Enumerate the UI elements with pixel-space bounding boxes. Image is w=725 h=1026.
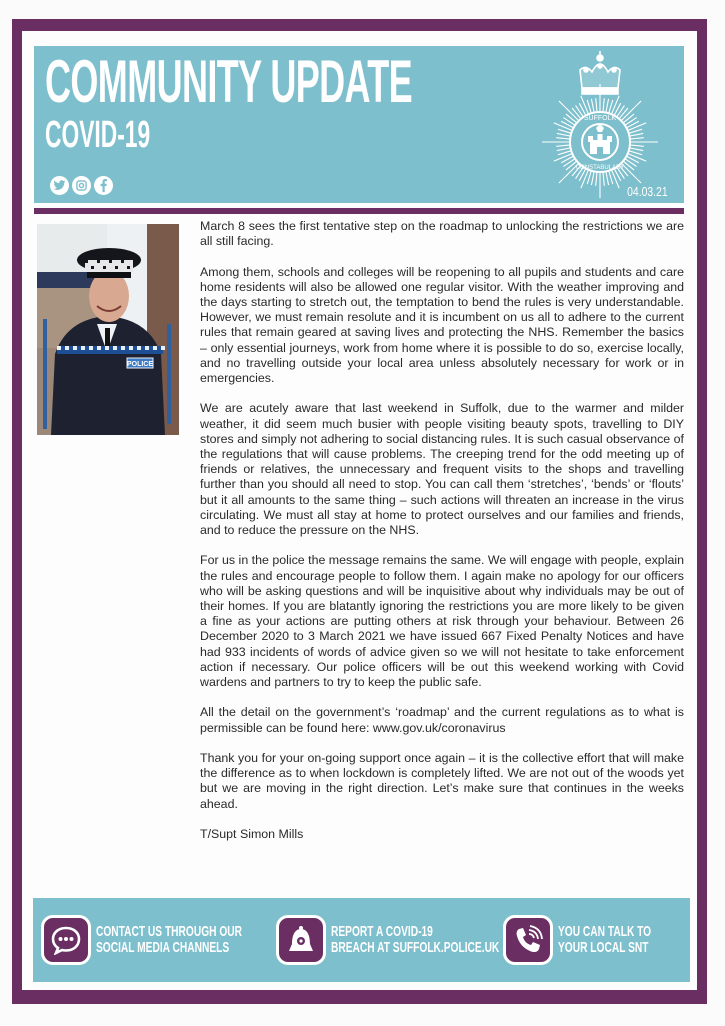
footer-label: REPORT A COVID-19 BREACH AT SUFFOLK.POLICE.UK xyxy=(331,923,500,956)
phone-icon xyxy=(503,915,553,965)
article-paragraph: All the detail on the government’s ‘roadmap’ and the current regulations as to what is permissible can be found here: www.gov.uk/coronavirus xyxy=(200,705,684,735)
footer-banner xyxy=(33,898,690,982)
social-links xyxy=(50,176,113,195)
article-paragraph: For us in the police the message remains the same. We will engage with people, explain the rules and encourage people to follow them. I again make no apology for our officers who will be asking questions and will be inquisitive about why individuals may be out of their homes. If you are blatantly ignoring the restrictions you are more likely to be given a fine as your actions are putting others at risk through your behaviour. Between 26 December 2020 to 3 March 2021 we have issued 667 Fixed Penalty Notices and have had 933 incidents of words of advice given so we will not hesitate to take enforcement action if necessary. Our police officers will be out this weekend working with Covid wardens and partners to try to keep the public safe. xyxy=(200,553,684,690)
header-divider xyxy=(34,208,684,214)
footer-label: CONTACT US THROUGH OUR SOCIAL MEDIA CHANNELS xyxy=(96,923,243,956)
constabulary-crest-icon xyxy=(540,48,660,198)
chat-bubble-icon xyxy=(41,915,91,965)
police-helmet-icon xyxy=(276,915,326,965)
police-badge-text: POLICE xyxy=(126,361,154,368)
facebook-icon[interactable] xyxy=(94,176,113,195)
page-title: COMMUNITY UPDATE xyxy=(45,48,413,115)
page-subtitle: COVID-19 xyxy=(45,114,151,156)
instagram-icon[interactable] xyxy=(72,176,91,195)
crest-text-top: SUFFOLK xyxy=(583,115,617,122)
officer-photo xyxy=(37,224,179,435)
footer-item-snt[interactable] xyxy=(503,915,695,965)
article-paragraph: March 8 sees the first tentative step on the roadmap to unlocking the restrictions we are all still facing. xyxy=(200,219,684,249)
crest-text-bottom: CONSTABULARY xyxy=(575,165,625,171)
issue-date: 04.03.21 xyxy=(627,184,668,199)
article-body xyxy=(200,219,684,857)
article-paragraph: Among them, schools and colleges will be reopening to all pupils and students and care home residents will also be allowed one regular visitor. With the weather improving and the days starting to stretch out, the temptation to bend the rules is very understandable. However, we must remain resolute and it is incumbent on us all to adhere to the current rules that remain geared at saving lives and protecting the NHS. Remember the basics – only essential journeys, work from home where it is possible to do so, exercise locally, and no travelling outside your local area unless absolutely necessary for work or in emergencies. xyxy=(200,264,684,386)
header-banner xyxy=(34,46,684,203)
footer-item-social[interactable] xyxy=(41,915,311,965)
article-paragraph: We are acutely aware that last weekend in Suffolk, due to the warmer and milder weather, it did seem much busier with people visiting beauty spots, travelling to DIY stores and simply not adhering to social distancing rules. It is such casual observance of the regulations that will cause problems. The creeping trend for the odd meeting up of friends or relatives, the unnecessary and frequent visits to the shops and travelling further than you should all need to stop. You can call them ‘stretches’, ‘bends’ or ‘flouts’ but it all amounts to the same thing – such actions will threaten an increase in the virus circulating. We must all stay at home to protect ourselves and our families and friends, and to reduce the pressure on the NHS. xyxy=(200,401,684,538)
footer-label: YOU CAN TALK TO YOUR LOCAL SNT xyxy=(558,923,652,956)
article-signature: T/Supt Simon Mills xyxy=(200,827,304,842)
twitter-icon[interactable] xyxy=(50,176,69,195)
article-paragraph: Thank you for your on-going support once again – it is the collective effort that will make the difference as to when lockdown is completely lifted. We are not out of the woods yet but we are moving in the right direction. Let’s make sure that continues in the weeks ahead. xyxy=(200,751,684,811)
